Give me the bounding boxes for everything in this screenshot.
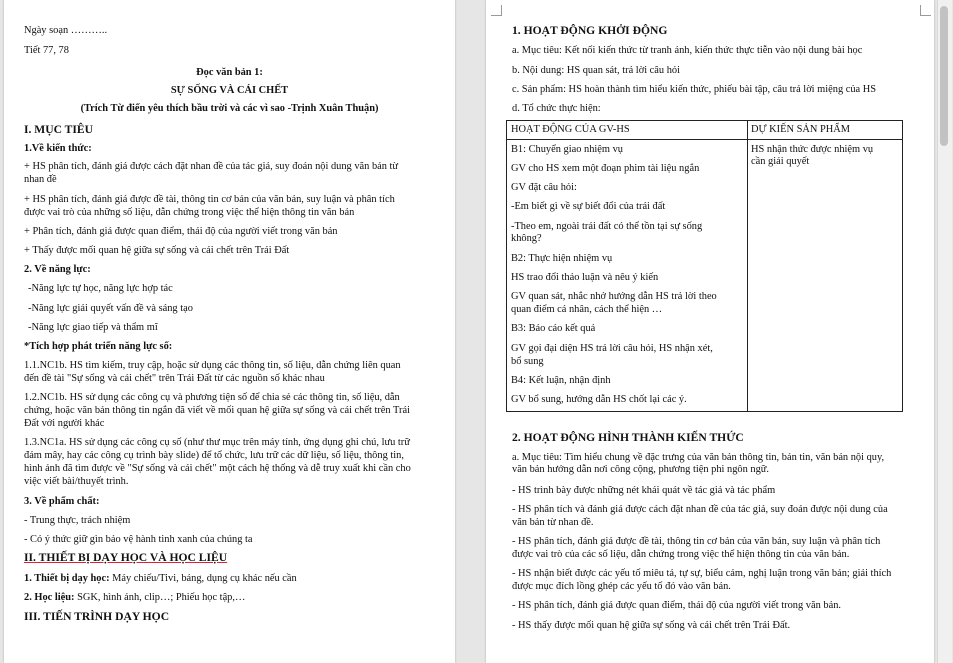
equipment-line — [24, 573, 297, 585]
activity2-item: - HS nhận biết được các yếu tố miêu tả, tự sự, biểu cảm, nghị luận trong văn bản; giải thích — [512, 568, 892, 579]
activity1-content: b. Nội dung: HS quan sát, trả lời câu hỏi — [512, 65, 680, 76]
date-line: Ngày soạn ……….. — [24, 25, 108, 36]
table-cell-line: GV đặt câu hỏi: — [511, 182, 577, 193]
activity1-organization: d. Tổ chức thực hiện: — [512, 103, 601, 114]
activity2-item: - HS phân tích, đánh giá được đề tài, thông tin cơ bản của văn bản, suy luận và phân tích — [512, 536, 881, 547]
activity2-item: - HS phân tích và đánh giá được cách đặt nhan đề của tác giả, suy đoán được nội dung của — [512, 504, 888, 515]
activity2-item: - HS thấy được mối quan hệ giữa sự sống và cái chết trên Trái Đất. — [512, 620, 791, 631]
activity1-product: c. Sản phẩm: HS hoàn thành tìm hiểu kiến thức, phiếu bài tập, câu trả lời miệng của HS — [512, 84, 877, 95]
digital-item: 1.1.NC1b. HS tìm kiếm, truy cập, hoặc sử dụng các thông tin, số liệu, dẫn chứng liên quan — [24, 360, 401, 371]
document-page-right — [486, 0, 934, 663]
table-cell-line: GV cho HS xem một đoạn phim tài liệu ngắn — [511, 163, 700, 174]
competence-item: -Năng lực giải quyết vấn đề và sáng tạo — [28, 303, 193, 314]
activity2-item: văn bản từ nhan đề. — [512, 517, 594, 528]
activity2-title: 2. HOẠT ĐỘNG HÌNH THÀNH KIẾN THỨC — [512, 431, 744, 444]
digital-item: đám mây, hay các công cụ trình bày slide) để tổ chức, lưu trữ các dữ liệu, số liệu, thông tin, — [24, 450, 404, 461]
quality-item: - Trung thực, trách nhiệm — [24, 515, 131, 526]
period-line: Tiết 77, 78 — [24, 45, 69, 56]
digital-item: đến đề tài "Sự sống và cái chết" trên Trái Đất từ các nguồn số khác nhau — [24, 373, 325, 384]
table-column-divider — [747, 121, 748, 411]
subsection-qualities: 3. Về phẩm chất: — [24, 496, 100, 507]
table-cell-line: quan điểm cá nhân, cách thể hiện … — [511, 304, 663, 315]
table-cell-line: không? — [511, 233, 542, 244]
table-cell-line: HS trao đổi thảo luận và nêu ý kiến — [511, 272, 659, 283]
digital-item: Đất với người khác — [24, 418, 105, 429]
document-title: SỰ SỐNG VÀ CÁI CHẾT — [170, 85, 289, 96]
knowledge-item: + Phân tích, đánh giá được quan điểm, thái độ của người viết trong văn bản — [24, 226, 338, 237]
document-page-left — [4, 0, 455, 663]
digital-item: 1.2.NC1b. HS sử dụng các công cụ và phương tiện số để chia sẻ các thông tin, số liệu, dẫn — [24, 392, 400, 403]
subsection-knowledge: 1.Về kiến thức: — [24, 143, 92, 154]
table-product-line: HS nhận thức được nhiệm vụ — [751, 144, 874, 155]
knowledge-item: được vai trò của những số liệu, dẫn chứng trong việc thể hiện thông tin văn bản — [24, 207, 355, 218]
reading-heading: Đọc văn bản 1: — [196, 67, 263, 78]
table-cell-line: GV bổ sung, hướng dẫn HS chốt lại các ý. — [511, 394, 687, 405]
quality-item: - Có ý thức giữ gìn bảo vệ hành tinh xanh của chúng ta — [24, 534, 253, 545]
competence-item: -Năng lực giao tiếp và thẩm mĩ — [28, 322, 158, 333]
equipment-label: 1. Thiết bị dạy học: — [24, 573, 110, 584]
materials-text: SGK, hình ảnh, clip…; Phiếu học tập,… — [74, 592, 246, 603]
knowledge-item: + HS phân tích, đánh giá được đề tài, thông tin cơ bản của văn bản, suy luận và phân tích — [24, 194, 395, 205]
table-cell-line: -Theo em, ngoài trái đất có thể tồn tại sự sống — [511, 221, 703, 232]
crop-mark — [491, 5, 502, 16]
table-header-divider — [507, 139, 902, 140]
digital-item: 1.3.NC1a. HS sử dụng các công cụ số (như thư mục trên máy tính, ứng dụng ghi chú, lưu trữ — [24, 437, 410, 448]
table-cell-line: GV gọi đại diện HS trả lời câu hỏi, HS nhận xét, — [511, 343, 713, 354]
section-equipment: II. THIẾT BỊ DẠY HỌC VÀ HỌC LIỆU — [24, 551, 228, 564]
materials-label: 2. Học liệu: — [24, 592, 75, 603]
activity1-objective: a. Mục tiêu: Kết nối kiến thức từ tranh ảnh, kiến thức thực tiễn vào nội dung bài học — [512, 45, 863, 56]
table-cell-line: bổ sung — [511, 356, 544, 367]
competence-item: -Năng lực tự học, năng lực hợp tác — [28, 283, 173, 294]
scrollbar-thumb[interactable] — [940, 6, 948, 146]
knowledge-item: + HS phân tích, đánh giá được cách đặt nhan đề của tác giả, suy đoán nội dung văn bản từ — [24, 161, 399, 172]
table-header-activity: HOẠT ĐỘNG CỦA GV-HS — [511, 124, 630, 135]
knowledge-item: + Thấy được mối quan hệ giữa sự sống và cái chết trên Trái Đất — [24, 245, 290, 256]
table-cell-line: -Em biết gì về sự biết đổi của trái đất — [511, 201, 666, 212]
activity2-item: - HS trình bày được những nét khái quát về tác giả và tác phẩm — [512, 485, 776, 496]
materials-line — [24, 592, 245, 604]
activity2-objective: a. Mục tiêu: Tìm hiểu chung về đặc trưng của văn bản thông tin, bản tin, văn bản nội quy, — [512, 452, 885, 463]
source-note: (Trích Từ điển yêu thích bầu trời và các vì sao -Trịnh Xuân Thuận) — [80, 103, 379, 114]
table-header-product: DỰ KIẾN SẢN PHẨM — [751, 124, 850, 135]
digital-item: việc viết bài/thuyết trình. — [24, 476, 129, 487]
section-objectives: I. MỤC TIÊU — [24, 123, 94, 136]
digital-item: chứng, hoặc văn bản thông tin ngắn đã viết về mối quan hệ giữa sự sống và cái chết trên Trái — [24, 405, 410, 416]
table-cell-line: B2: Thực hiện nhiệm vụ — [511, 253, 613, 264]
activity-table — [506, 120, 903, 412]
activity1-title: 1. HOẠT ĐỘNG KHỞI ĐỘNG — [512, 24, 668, 37]
activity2-objective: văn bản hướng dẫn nơi công cộng, phương tiện phi ngôn ngữ. — [512, 464, 770, 475]
activity2-item: - HS phân tích, đánh giá được quan điểm, thái độ của người viết trong văn bản. — [512, 600, 841, 611]
section-process: III. TIẾN TRÌNH DẠY HỌC — [24, 610, 170, 623]
knowledge-item: nhan đề — [24, 174, 57, 185]
digital-competence-heading: *Tích hợp phát triển năng lực số: — [24, 341, 173, 352]
activity2-item: được vai trò của các số liệu, dẫn chứng trong việc thể hiện thông tin của văn bản. — [512, 549, 850, 560]
equipment-text: Máy chiếu/Tivi, bảng, dụng cụ khác nếu cần — [109, 573, 297, 584]
table-product-line: cần giải quyết — [751, 156, 810, 167]
table-cell-line: GV quan sát, nhắc nhở hướng dẫn HS trả lời theo — [511, 291, 717, 302]
crop-mark — [920, 5, 931, 16]
digital-item: hình ảnh đã tìm được về "Sự sống và cái chết" một cách hệ thống và dễ truy xuất khi cần cho — [24, 463, 411, 474]
table-cell-line: B1: Chuyển giao nhiệm vụ — [511, 144, 623, 155]
subsection-competence: 2. Về năng lực: — [24, 264, 91, 275]
table-cell-line: B3: Báo cáo kết quả — [511, 323, 596, 334]
table-cell-line: B4: Kết luận, nhận định — [511, 375, 611, 386]
activity2-item: được mục đích lồng ghép các yếu tố đó vào văn bản. — [512, 581, 731, 592]
